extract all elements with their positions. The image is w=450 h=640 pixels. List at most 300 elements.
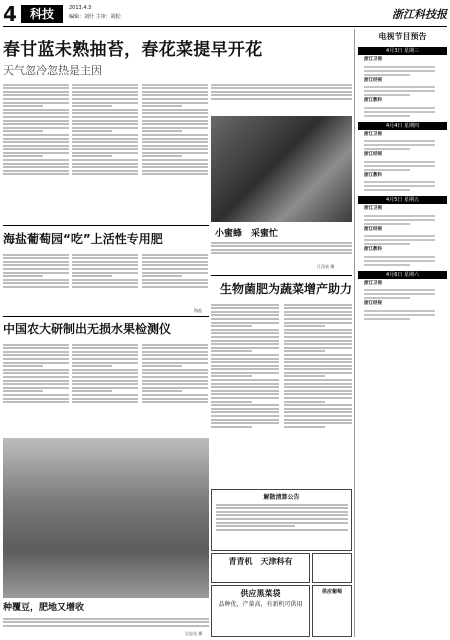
text-line <box>284 368 352 370</box>
text-line <box>284 411 352 413</box>
text-line <box>216 525 295 527</box>
ad-1 <box>211 553 310 583</box>
text-line <box>3 268 69 270</box>
text-line <box>211 314 279 316</box>
text-line <box>211 419 279 421</box>
text-line <box>3 372 69 374</box>
text-line <box>72 376 138 378</box>
page-header <box>3 3 447 27</box>
tv-listing-line <box>364 115 410 117</box>
text-line <box>211 325 252 327</box>
text-line <box>142 141 208 143</box>
text-line <box>284 340 352 342</box>
text-line <box>3 123 69 125</box>
text-line <box>142 159 208 161</box>
text-line <box>3 152 69 154</box>
lead-body-col4 <box>211 82 352 112</box>
divider <box>3 316 209 317</box>
text-line <box>3 163 69 165</box>
text-line <box>284 419 352 421</box>
text-line <box>142 282 208 284</box>
text-line <box>3 130 43 132</box>
text-line <box>211 304 279 306</box>
text-line <box>142 138 208 140</box>
tv-day-label: 4月5日 星期五 <box>358 196 447 204</box>
text-line <box>72 365 112 367</box>
text-line <box>72 98 138 100</box>
text-line <box>216 504 348 506</box>
text-line <box>72 145 138 147</box>
text-line <box>211 426 252 428</box>
text-line <box>3 351 69 353</box>
text-line <box>211 415 279 417</box>
text-line <box>284 415 352 417</box>
tv-channel-name: 浙江教科 <box>364 172 382 178</box>
tv-channel-name: 浙江教科 <box>364 247 382 252</box>
text-line <box>72 116 138 118</box>
text-line <box>142 173 208 175</box>
text-line <box>142 264 208 266</box>
text-line <box>211 383 279 385</box>
text-line <box>142 347 208 349</box>
divider <box>3 225 209 226</box>
text-line <box>142 354 208 356</box>
tv-channel-name: 浙江经视 <box>364 77 382 83</box>
tv-schedule-title: 电视节目预告 <box>378 32 427 41</box>
tv-listing-line <box>364 215 435 217</box>
tv-listing-line <box>364 189 410 191</box>
ad-title: 供应葡萄 <box>321 589 342 595</box>
tv-listing-line <box>364 235 435 237</box>
text-line <box>142 116 208 118</box>
text-line <box>142 105 182 107</box>
text-line <box>211 422 279 424</box>
lead-headline: 春甘蓝未熟抽苔，春花菜提早开花 <box>3 40 263 60</box>
text-line <box>211 336 279 338</box>
tv-channel-name: 浙江经视 <box>364 152 382 157</box>
text-line <box>142 109 208 111</box>
lead-subhead: 天气忽冷忽热是主因 <box>3 64 102 77</box>
text-line <box>3 387 69 389</box>
text-line <box>3 120 69 122</box>
text-line <box>3 347 69 349</box>
text-line <box>284 426 325 428</box>
notice-body <box>216 502 348 548</box>
text-line <box>72 130 112 132</box>
ad-side <box>312 553 352 583</box>
text-line <box>142 170 208 172</box>
text-line <box>72 358 138 360</box>
text-line <box>284 325 325 327</box>
text-line <box>3 625 209 627</box>
text-line <box>142 254 208 256</box>
text-line <box>72 286 138 288</box>
text-line <box>72 354 138 356</box>
text-line <box>142 155 182 157</box>
text-line <box>72 134 138 136</box>
text-line <box>3 376 69 378</box>
tv-listing-line <box>364 107 435 109</box>
text-line <box>142 152 208 154</box>
tv-channel-block <box>364 281 447 300</box>
text-line <box>142 351 208 353</box>
text-line <box>284 365 352 367</box>
text-line <box>72 120 138 122</box>
text-line <box>72 87 138 89</box>
text-line <box>142 383 208 385</box>
text-line <box>3 148 69 150</box>
text-line <box>284 311 352 313</box>
text-line <box>3 380 69 382</box>
text-line <box>72 112 138 114</box>
tv-channel-block <box>364 206 447 225</box>
text-line <box>142 279 208 281</box>
text-line <box>72 91 138 93</box>
text-line <box>142 120 208 122</box>
text-line <box>72 282 138 284</box>
text-line <box>142 148 208 150</box>
tv-listing-line <box>364 239 435 241</box>
tv-listing-line <box>364 256 435 258</box>
tv-channel-name: 浙江经视 <box>364 226 382 232</box>
text-line <box>211 318 279 320</box>
tv-channel-block <box>364 247 447 266</box>
text-line <box>3 344 69 346</box>
text-line <box>211 245 352 247</box>
text-line <box>211 91 352 93</box>
text-line <box>3 401 69 403</box>
text-line <box>284 314 352 316</box>
text-line <box>284 329 352 331</box>
text-line <box>3 109 69 111</box>
tv-listing-line <box>364 314 435 316</box>
text-line <box>284 336 352 338</box>
text-line <box>142 127 208 129</box>
text-line <box>211 368 279 370</box>
tv-listing-line <box>364 293 435 295</box>
text-line <box>72 123 138 125</box>
tv-listing-line <box>364 289 435 291</box>
text-line <box>211 242 352 244</box>
tv-schedule-column <box>354 29 447 637</box>
text-line <box>211 87 352 89</box>
text-line <box>142 358 208 360</box>
text-line <box>72 372 138 374</box>
text-line <box>3 275 43 277</box>
text-line <box>211 347 279 349</box>
tv-listing-line <box>364 90 435 92</box>
bee-photo <box>211 116 352 222</box>
tv-channel-name: 浙江卫视 <box>364 280 382 286</box>
text-line <box>211 379 279 381</box>
text-line <box>72 264 138 266</box>
text-line <box>284 322 352 324</box>
text-line <box>142 394 208 396</box>
text-line <box>72 362 138 364</box>
text-line <box>211 340 279 342</box>
text-line <box>72 138 138 140</box>
tv-channel-block <box>364 78 447 97</box>
text-line <box>142 275 182 277</box>
text-line <box>216 507 348 509</box>
section-label: 科技 <box>21 5 63 23</box>
text-line <box>284 408 352 410</box>
text-line <box>72 257 138 259</box>
tv-listing-line <box>364 260 435 262</box>
text-line <box>3 87 69 89</box>
text-line <box>211 311 279 313</box>
text-line <box>72 394 138 396</box>
text-line <box>72 109 138 111</box>
tv-listing-line <box>364 219 435 221</box>
text-line <box>211 397 279 399</box>
notice-box <box>211 489 352 551</box>
text-line <box>3 282 69 284</box>
text-line <box>284 347 352 349</box>
text-line <box>142 376 208 378</box>
text-line <box>284 379 352 381</box>
trees-body <box>3 616 209 636</box>
text-line <box>3 84 69 86</box>
tv-listing-line <box>364 297 410 299</box>
text-line <box>284 375 325 377</box>
text-line <box>211 361 279 363</box>
lead-body-col2 <box>72 82 138 222</box>
masthead-logo: 浙江科技报 <box>392 8 447 21</box>
text-line <box>142 390 182 392</box>
text-line <box>72 369 138 371</box>
tv-channel-block <box>364 227 447 246</box>
text-line <box>142 102 208 104</box>
tv-channel-block <box>364 152 447 171</box>
text-line <box>142 130 182 132</box>
text-line <box>72 170 138 172</box>
text-line <box>3 358 69 360</box>
text-line <box>284 401 325 403</box>
text-line <box>284 350 325 352</box>
editor-line: 编辑：刘什 主审：胡松 <box>69 14 121 20</box>
text-line <box>3 279 69 281</box>
text-line <box>211 350 252 352</box>
text-line <box>216 518 348 520</box>
text-line <box>211 358 279 360</box>
text-line <box>3 261 69 263</box>
text-line <box>3 173 69 175</box>
cau-body-col3 <box>142 342 208 434</box>
text-line <box>3 621 209 623</box>
text-line <box>3 354 69 356</box>
text-line <box>3 94 69 96</box>
text-line <box>72 261 138 263</box>
text-line <box>72 351 138 353</box>
text-line <box>72 254 138 256</box>
text-line <box>3 257 69 259</box>
text-line <box>142 401 208 403</box>
text-line <box>3 170 69 172</box>
tv-listing-line <box>364 165 435 167</box>
text-line <box>3 159 69 161</box>
bio-headline: 生物菌肥为蔬菜增产助力 <box>220 282 353 296</box>
tv-channel-name: 浙江卫视 <box>364 131 382 137</box>
text-line <box>284 318 352 320</box>
tv-listing-line <box>364 70 435 72</box>
text-line <box>142 362 208 364</box>
text-line <box>3 166 69 168</box>
text-line <box>142 112 208 114</box>
text-line <box>211 332 279 334</box>
text-line <box>216 529 348 531</box>
text-line <box>211 365 279 367</box>
text-line <box>72 141 138 143</box>
tv-listing-line <box>364 94 410 96</box>
text-line <box>284 422 352 424</box>
photo-text-author: 江西省 摄 <box>317 264 335 269</box>
text-line <box>142 344 208 346</box>
text-line <box>284 358 352 360</box>
text-line <box>72 401 138 403</box>
text-line <box>211 401 252 403</box>
tv-day-label: 4月3日 星期三 <box>358 47 447 55</box>
text-line <box>142 286 208 288</box>
text-line <box>211 249 352 251</box>
text-line <box>211 386 279 388</box>
text-line <box>72 398 138 400</box>
text-line <box>3 362 69 364</box>
text-line <box>142 380 208 382</box>
text-line <box>211 329 279 331</box>
text-line <box>3 618 209 620</box>
cau-body-col1 <box>3 342 69 434</box>
text-line <box>211 404 279 406</box>
trees-photo <box>3 438 209 598</box>
text-line <box>142 94 208 96</box>
text-line <box>3 272 69 274</box>
grape-author: 海盐 <box>194 308 202 313</box>
tv-channel-name: 浙江经视 <box>364 301 382 306</box>
text-line <box>3 390 43 392</box>
text-line <box>284 372 352 374</box>
trees-headline: 种覆豆，肥地又增收 <box>3 603 85 613</box>
photo-text <box>211 240 352 262</box>
text-line <box>142 84 208 86</box>
issue-date: 2013.4.3 <box>69 5 92 11</box>
text-line <box>142 87 208 89</box>
text-line <box>72 383 138 385</box>
tv-listing-line <box>364 66 435 68</box>
text-line <box>211 84 352 86</box>
tv-listing-line <box>364 169 410 171</box>
lead-body-col1 <box>3 82 69 222</box>
ad-3 <box>312 585 352 637</box>
text-line <box>284 390 352 392</box>
tv-listing-line <box>364 144 435 146</box>
text-line <box>3 394 69 396</box>
text-line <box>284 307 352 309</box>
ad-2 <box>211 585 310 637</box>
text-line <box>3 365 43 367</box>
text-line <box>211 393 279 395</box>
text-line <box>211 390 279 392</box>
text-line <box>72 166 138 168</box>
text-line <box>142 398 208 400</box>
text-line <box>284 304 352 306</box>
text-line <box>284 343 352 345</box>
text-line <box>72 84 138 86</box>
text-line <box>211 307 279 309</box>
tv-listing-line <box>364 310 435 312</box>
text-line <box>284 386 352 388</box>
text-line <box>142 261 208 263</box>
tv-listing-line <box>364 243 410 245</box>
tv-channel-name: 浙江教科 <box>364 98 382 103</box>
text-line <box>72 94 138 96</box>
text-line <box>142 365 182 367</box>
text-line <box>142 98 208 100</box>
text-line <box>211 98 352 100</box>
text-line <box>72 163 138 165</box>
text-line <box>3 286 69 288</box>
text-line <box>211 372 279 374</box>
text-line <box>3 91 69 93</box>
text-line <box>142 268 208 270</box>
cau-headline: 中国农大研制出无损水果检测仪 <box>3 322 172 336</box>
text-line <box>72 105 112 107</box>
text-line <box>3 116 69 118</box>
tv-listing-line <box>364 181 435 183</box>
bio-body-col1 <box>211 302 279 485</box>
text-line <box>72 155 112 157</box>
tv-listing-line <box>364 86 435 88</box>
text-line <box>211 375 252 377</box>
tv-channel-block <box>364 301 447 320</box>
text-line <box>72 102 138 104</box>
bio-body-col2 <box>284 302 352 485</box>
tv-day-label: 4月4日 星期四 <box>358 122 447 130</box>
text-line <box>211 408 279 410</box>
text-line <box>3 254 69 256</box>
text-line <box>72 275 112 277</box>
text-line <box>142 372 208 374</box>
text-line <box>72 380 138 382</box>
tv-listing-line <box>364 140 435 142</box>
lead-body-col3 <box>142 82 208 222</box>
text-line <box>284 393 352 395</box>
text-line <box>142 134 208 136</box>
text-line <box>142 257 208 259</box>
text-line <box>142 369 208 371</box>
tv-listing-line <box>364 185 435 187</box>
photo-caption: 小蜜蜂 采蜜忙 <box>215 229 279 239</box>
text-line <box>284 383 352 385</box>
text-line <box>72 347 138 349</box>
text-line <box>3 145 69 147</box>
grape-body-col2 <box>72 252 138 308</box>
tv-channel-block <box>364 132 447 151</box>
text-line <box>211 322 279 324</box>
text-line <box>216 522 348 524</box>
tv-listing-line <box>364 223 410 225</box>
tv-listing-line <box>364 148 410 150</box>
text-line <box>3 102 69 104</box>
text-line <box>72 272 138 274</box>
text-line <box>211 411 279 413</box>
text-line <box>72 279 138 281</box>
text-line <box>142 163 208 165</box>
text-line <box>72 152 138 154</box>
ad-title: 供应黑菜袋 <box>240 589 281 598</box>
text-line <box>211 252 352 254</box>
text-line <box>3 398 69 400</box>
